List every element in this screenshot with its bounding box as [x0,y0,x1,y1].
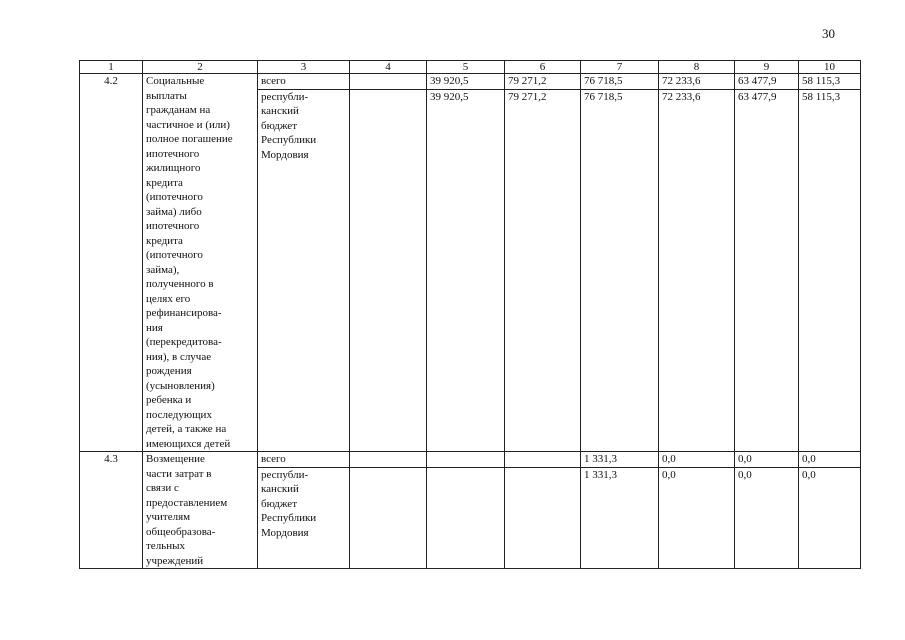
name-line: выплаты [146,89,187,102]
name-line: ния), в случае [146,350,212,363]
column-header: 1 [80,61,143,74]
name-line: (перекредитова- [146,336,222,348]
column-number-row [80,61,861,74]
name-line: общеобразова- [146,525,216,538]
value-cell: 79 271,2 [505,74,581,90]
value-cell [505,452,581,468]
column-header: 4 [350,61,427,74]
column-header: 9 [735,61,799,74]
source-line: бюджет [261,119,297,132]
measure-name [143,452,258,569]
value-cell: 63 477,9 [735,89,799,452]
funding-source [258,467,350,569]
column-header: 3 [258,61,350,74]
name-line: предоставлением [146,496,228,509]
source-line: Республики [261,512,317,524]
row-index: 4.2 [80,74,143,452]
value-cell: 0,0 [659,452,735,468]
table-row [80,452,861,468]
name-line: полное погашение [146,133,233,145]
column-header: 8 [659,61,735,74]
source-line: республи- [261,90,309,103]
name-line: рождения [146,365,192,377]
name-line: гражданам на [146,104,211,116]
name-line: ребенка и [146,394,192,406]
page-number: 30 [822,26,835,41]
value-cell [350,74,427,90]
source-line: канский [261,105,299,117]
source-line: Республики [261,134,317,146]
value-cell [427,467,505,569]
funding-source [258,89,350,452]
source-total-label: всего [258,452,350,468]
name-line: займа), [146,263,180,276]
value-cell: 1 331,3 [581,467,659,569]
name-line: Возмещение [146,453,205,465]
name-line: займа) либо [146,205,202,218]
value-cell: 72 233,6 [659,89,735,452]
source-line: Мордовия [261,526,309,539]
name-line: ипотечного [146,220,200,232]
value-cell: 58 115,3 [799,74,861,90]
name-line: тельных [146,540,185,552]
table-row [80,74,861,90]
name-line: учреждений [146,554,204,567]
name-line: полученного в [146,278,214,290]
value-cell: 0,0 [659,467,735,569]
column-header: 6 [505,61,581,74]
name-line: частичное и (или) [146,118,230,131]
budget-table [79,60,861,569]
value-cell: 1 331,3 [581,452,659,468]
value-cell: 72 233,6 [659,74,735,90]
value-cell [350,452,427,468]
source-line: Мордовия [261,148,309,161]
name-line: детей, а также на [146,423,227,435]
source-line: канский [261,483,299,495]
name-line: кредита [146,234,183,247]
value-cell: 0,0 [735,467,799,569]
column-header: 7 [581,61,659,74]
column-header: 2 [143,61,258,74]
name-line: (усыновления) [146,379,215,392]
name-line: связи с [146,482,179,494]
name-line: учителям [146,511,191,523]
name-line: рефинансирова- [146,307,222,319]
row-index: 4.3 [80,452,143,569]
value-cell: 0,0 [799,467,861,569]
source-line: бюджет [261,497,297,510]
name-line: ния [146,321,163,334]
value-cell: 0,0 [735,452,799,468]
source-line: республи- [261,468,309,481]
name-line: (ипотечного [146,249,203,261]
column-header: 5 [427,61,505,74]
value-cell: 63 477,9 [735,74,799,90]
value-cell [350,89,427,452]
name-line: ипотечного [146,147,200,160]
name-line: Социальные [146,75,205,87]
name-line: (ипотечного [146,191,203,203]
name-line: части затрат в [146,467,212,480]
value-cell: 79 271,2 [505,89,581,452]
value-cell [350,467,427,569]
measure-name [143,74,258,452]
name-line: последующих [146,408,212,421]
name-line: имеющихся детей [146,437,231,450]
value-cell: 76 718,5 [581,89,659,452]
column-header: 10 [799,61,861,74]
name-line: жилищного [146,162,201,174]
value-cell: 39 920,5 [427,89,505,452]
value-cell [505,467,581,569]
value-cell: 76 718,5 [581,74,659,90]
value-cell: 0,0 [799,452,861,468]
value-cell: 39 920,5 [427,74,505,90]
value-cell [427,452,505,468]
name-line: целях его [146,292,191,305]
name-line: кредита [146,176,183,189]
source-total-label: всего [258,74,350,90]
value-cell: 58 115,3 [799,89,861,452]
